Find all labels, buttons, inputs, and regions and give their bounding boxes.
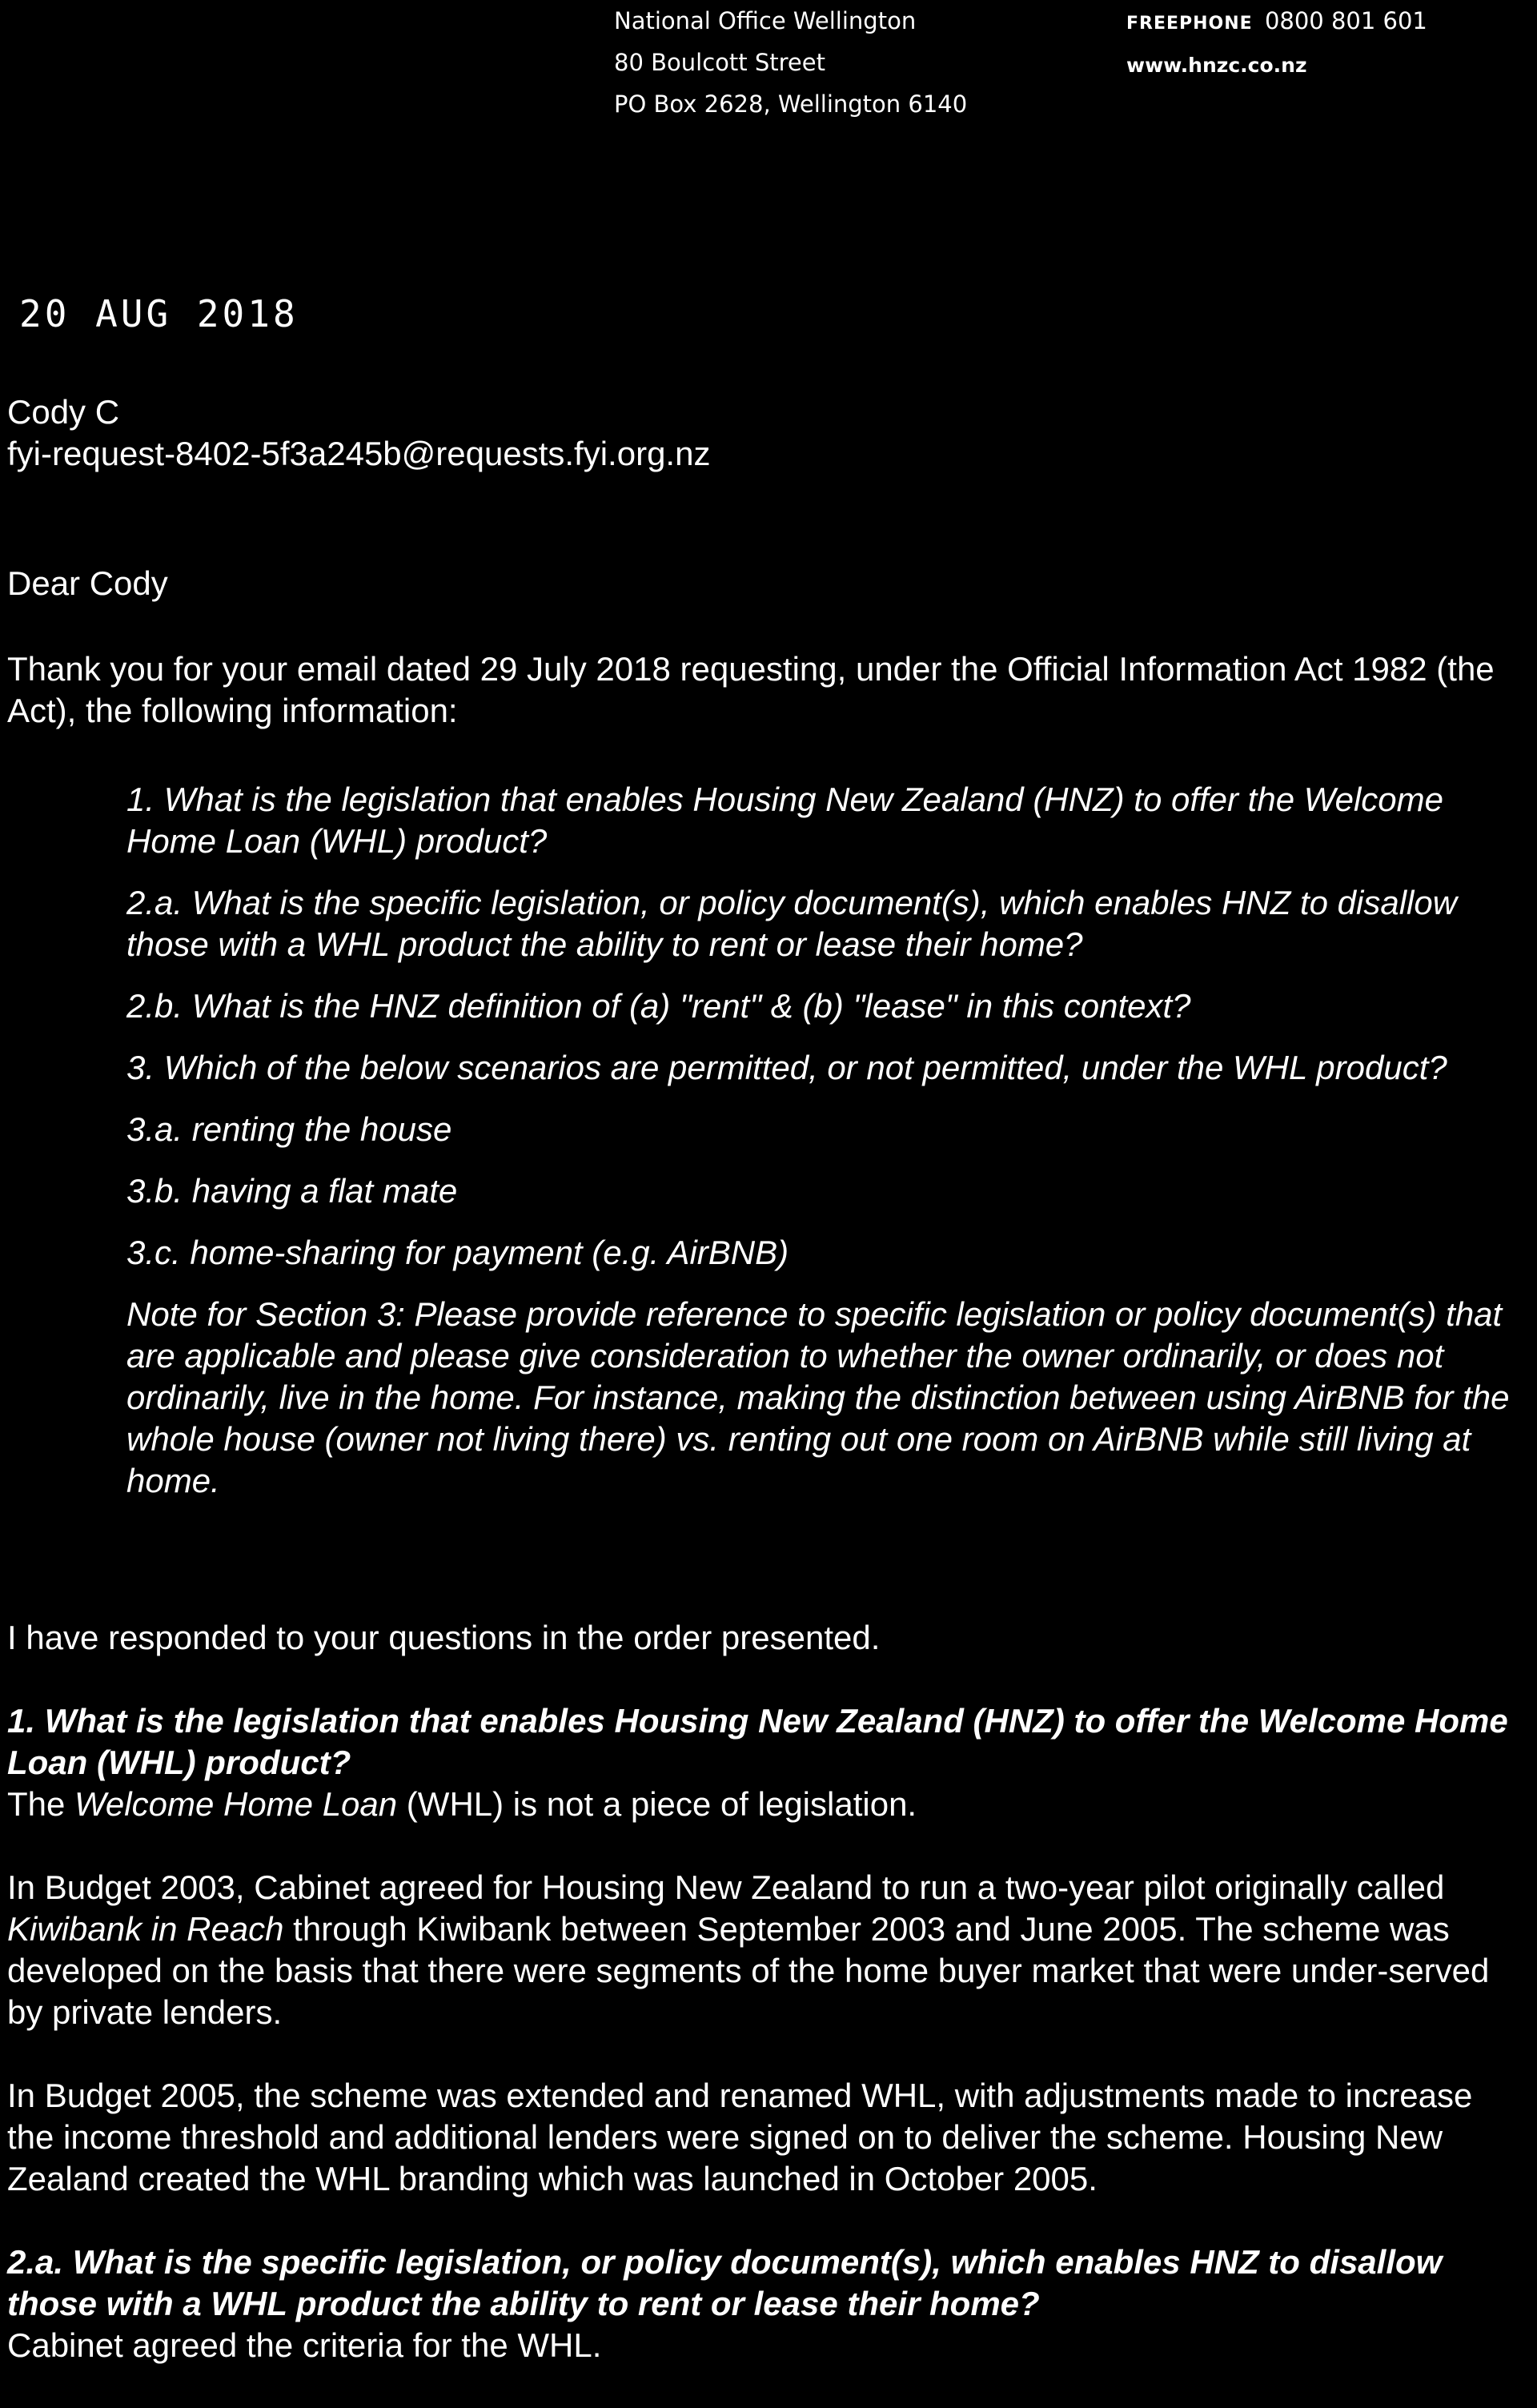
website-link[interactable]: www.hnzc.co.nz xyxy=(1126,54,1307,77)
answer-block-1 xyxy=(7,1700,1528,1825)
budget-2003-emphasis: Kiwibank in Reach xyxy=(7,1910,284,1948)
request-item-3: 3. Which of the below scenarios are permitted, or not permitted, under the WHL product? xyxy=(126,1049,1447,1086)
question-heading-1: 1. What is the legislation that enables Housing New Zealand (HNZ) to offer the Welcome Home Loan (WHL) product? xyxy=(7,1702,1508,1781)
recipient-email[interactable]: fyi-request-8402-5f3a245b@requests.fyi.org.nz xyxy=(7,435,711,472)
freephone-line xyxy=(1126,0,1427,45)
address-line-office: National Office Wellington xyxy=(614,7,917,34)
request-item-3b: 3.b. having a flat mate xyxy=(126,1172,458,1210)
budget-2005-paragraph: In Budget 2005, the scheme was extended and renamed WHL, with adjustments made to increase the income threshold and additional lenders were signed on to deliver the scheme. Housing New Zealand created the WHL branding which was launched in October 2005. xyxy=(7,2077,1473,2197)
recipient-block xyxy=(7,391,1528,475)
budget-2003-paragraph xyxy=(7,1867,1528,2033)
question-heading-2a: 2.a. What is the specific legislation, or policy document(s), which enables HNZ to disallow those with a WHL product the ability to rent or lease their home? xyxy=(7,2243,1443,2322)
freephone-label: FREEPHONE xyxy=(1126,14,1253,34)
request-item-2b: 2.b. What is the HNZ definition of (a) "rent" & (b) "lease" in this context? xyxy=(126,987,1191,1025)
budget-2003-after: through Kiwibank between September 2003 and June 2005. The scheme was developed on the basis that there were segments of the home buyer market that were under-served by private lenders. xyxy=(7,1910,1490,2031)
letterhead xyxy=(614,0,1495,118)
recipient-name: Cody C xyxy=(7,393,120,431)
answer-2a: Cabinet agreed the criteria for the WHL. xyxy=(7,2326,602,2364)
request-item-3a: 3.a. renting the house xyxy=(126,1110,452,1148)
request-item-3c: 3.c. home-sharing for payment (e.g. AirBNB) xyxy=(126,1234,789,1271)
address-line-street: 80 Boulcott Street xyxy=(614,49,825,76)
answer-1-prefix: The xyxy=(7,1785,75,1823)
answer-1-emphasis: Welcome Home Loan xyxy=(74,1785,398,1823)
intro-paragraph: Thank you for your email dated 29 July 2018 requesting, under the Official Information Act 1982 (the Act), the following information: xyxy=(7,650,1495,729)
budget-2003-before: In Budget 2003, Cabinet agreed for Housing New Zealand to run a two-year pilot originally called xyxy=(7,1868,1445,1906)
answer-block-2a xyxy=(7,2241,1528,2366)
answer-1 xyxy=(7,1784,1528,1825)
request-item-1: 1. What is the legislation that enables Housing New Zealand (HNZ) to offer the Welcome Home Loan (WHL) product? xyxy=(126,781,1444,860)
salutation: Dear Cody xyxy=(7,564,168,602)
freephone-number: 0800 801 601 xyxy=(1264,7,1427,34)
response-intro: I have responded to your questions in the order presented. xyxy=(7,1619,881,1656)
request-note-section-3: Note for Section 3: Please provide reference to specific legislation or policy document(s) that are applicable and please give consideration to whether the owner ordinarily, or does not ordinarily, live in the home. For instance, making the distinction between using AirBNB for the whole house (owner not living there) vs. renting out one room on AirBNB while still living at home. xyxy=(126,1295,1510,1499)
answer-1-suffix: (WHL) is not a piece of legislation. xyxy=(397,1785,917,1823)
date-stamp: 20 AUG 2018 xyxy=(19,292,299,335)
request-list xyxy=(126,779,1527,1522)
address-line-pobox: PO Box 2628, Wellington 6140 xyxy=(614,90,968,118)
letterhead-address xyxy=(614,0,967,125)
letterhead-contact xyxy=(1126,0,1427,86)
responses xyxy=(7,1617,1528,2408)
request-item-2a: 2.a. What is the specific legislation, or policy document(s), which enables HNZ to disallow those with a WHL product the ability to rent or lease their home? xyxy=(126,884,1458,963)
